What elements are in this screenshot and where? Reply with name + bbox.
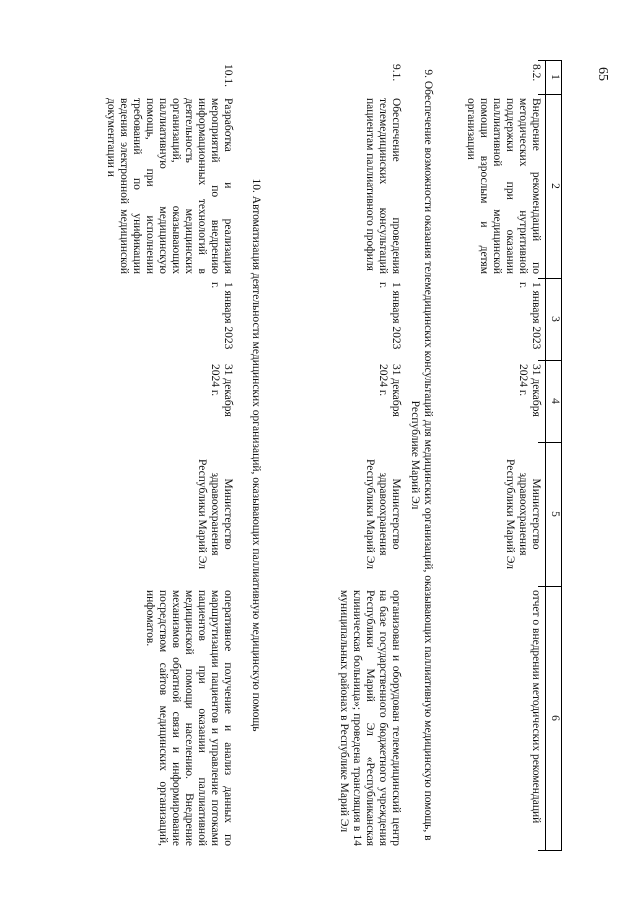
section-heading-10: 10. Автоматизация деятельности медицинских организаций, оказывающих паллиативную медицинскую помощь — [250, 178, 262, 732]
activity-text: Обеспечение проведения телемедицинских консультаций пациентам паллиативного профиля — [364, 98, 402, 274]
header-col-1: 1 — [549, 74, 561, 80]
activity-text: Разработка и реализация мероприятий по внедрению информационных технологий в деятельность медицинских организаций, оказывающих паллиативную медицинскую помощь, при исполнении требований по унификации ведения электронной медицинской документации и — [105, 98, 234, 274]
result: отчет о внедрении методических рекомендаций — [530, 590, 542, 824]
activity-text: Внедрение рекомендаций по методических нутритивной поддержки при оказании паллиативной медицинской помощи взрослым и детям организации — [465, 98, 542, 274]
executor: Министерство здравоохранения Республики Марий Эл — [364, 458, 402, 569]
table-row-10-1 — [96, 60, 236, 850]
executor: Министерство здравоохранения Республики Марий Эл — [196, 458, 234, 569]
table-row-8-2 — [444, 60, 544, 850]
result: организован и оборудован телемедицинский центр на базе государственного бюджетного учреждения Республики Марий Эл «Республиканская клиническая больница»; проведена трансляция в 14 муниципальных районах в Республике Марий Эл — [338, 590, 402, 846]
start-date: 1 января 2023 г. — [209, 282, 234, 350]
section-heading-9: 9. Обеспечение возможности оказания телемедицинских консультаций для медицинских организаций, оказывающих паллиативную медицинскую помощь, в Республике Марий Эл — [409, 69, 434, 841]
row-number: 9.1. — [390, 64, 402, 82]
header-col-6: 6 — [549, 715, 561, 721]
start-date: 1 января 2023 г. — [517, 282, 542, 350]
header-col-4: 4 — [549, 398, 561, 404]
row-number: 10.1. — [222, 64, 234, 87]
col-border — [538, 850, 562, 851]
start-date: 1 января 2023 г. — [377, 282, 402, 350]
end-date: 31 декабря 2024 г. — [517, 364, 542, 417]
end-date: 31 декабря 2024 г. — [209, 364, 234, 417]
header-col-3: 3 — [549, 316, 561, 322]
page-number: 65 — [595, 67, 610, 81]
result: оперативное получение и анализ данных по маршрутизации пациентов и управление потоками пациентов при оказании паллиативной медицинской помощи населению. Внедрение механизмов обратной связи и информирование посредством сайтов медицинских организаций, инфоматов. — [144, 590, 234, 846]
header-col-2: 2 — [549, 183, 561, 189]
table-row-9-1 — [284, 60, 404, 850]
header-col-5: 5 — [549, 511, 561, 517]
row-number: 8.2. — [530, 64, 542, 82]
header-row — [546, 60, 562, 850]
rotated-table-sheet — [92, 60, 562, 850]
end-date: 31 декабря 2024 г. — [377, 364, 402, 417]
executor: Министерство здравоохранения Республики Марий Эл — [504, 458, 542, 569]
